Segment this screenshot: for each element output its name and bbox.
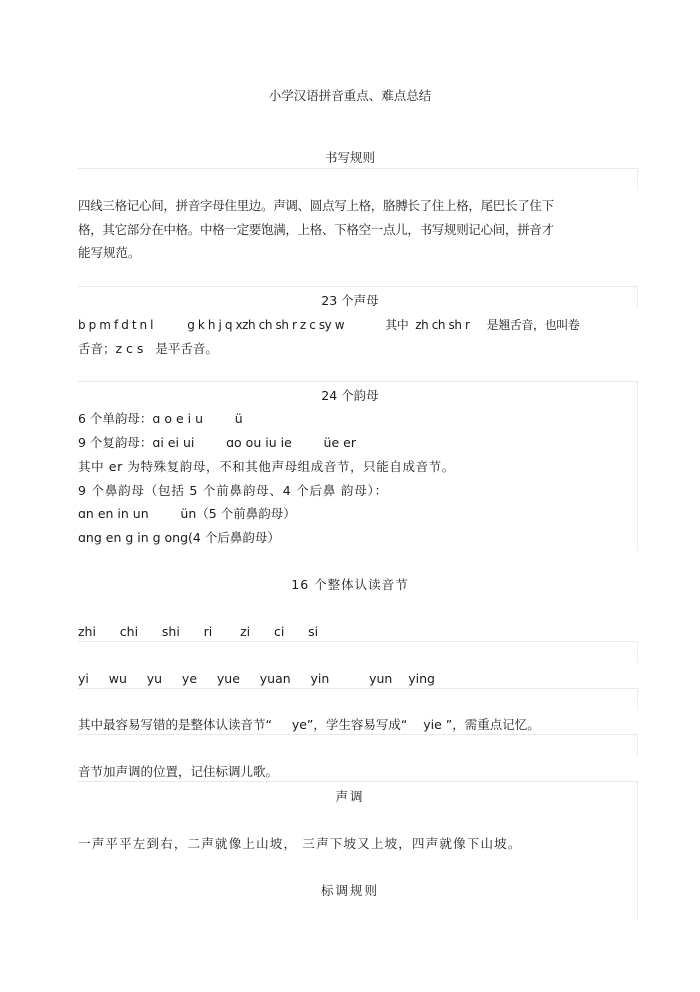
divider <box>78 641 638 642</box>
divider <box>637 734 638 756</box>
divider <box>78 286 638 287</box>
section-heading-initials: 23 个声母 <box>321 293 379 308</box>
initials-line: b p m f d t n l g k h j q xzh ch sh r z c sy w 其中 zh ch sh r 是翘舌音，也叫卷 <box>78 318 580 332</box>
page-title: 小学汉语拼音重点、难点总结 <box>268 88 432 103</box>
writing-rules-line: 能写规范。 <box>78 245 141 260</box>
finals-line: 6 个单韵母：ɑ o e i u ü <box>78 411 243 426</box>
divider <box>78 688 638 689</box>
finals-line: ɑn en in un ün（5 个前鼻韵母） <box>78 506 296 521</box>
divider <box>637 688 638 710</box>
initials-line: 舌音；z c s 是平舌音。 <box>78 341 218 356</box>
syllable-row: yi wu yu ye yue yuan yin yun ying <box>78 671 435 686</box>
writing-rules-line: 格，其它部分在中格。中格一定要饱满，上格、下格空一点儿，书写规则记心间，拼音才 <box>78 222 554 237</box>
syllable-row: zhi chi shi ri zi ci si <box>78 624 319 639</box>
divider <box>78 781 638 782</box>
syllable-note: 其中最容易写错的是整体认读音节“ ye”，学生容易写成“ yie ”，需重点记忆。 <box>78 717 540 732</box>
section-heading-writing-rules: 书写规则 <box>324 150 375 165</box>
divider <box>78 168 638 169</box>
section-heading-tones: 声调 <box>335 789 365 804</box>
section-heading-whole-syllables: 16 个整体认读音节 <box>291 577 409 592</box>
section-heading-finals: 24 个韵母 <box>321 388 379 403</box>
writing-rules-line: 四线三格记心间，拼音字母住里边。声调、圆点写上格，胳膊长了住上格，尾巴长了住下 <box>78 198 554 213</box>
divider <box>637 381 638 551</box>
section-heading-tone-marking: 标调规则 <box>320 883 379 898</box>
divider <box>637 641 638 663</box>
finals-line: 9 个复韵母：ɑi ei ui ɑo ou iu ie üe er <box>78 435 356 450</box>
finals-line: 其中 er 为特殊复韵母，不和其他声母组成音节，只能自成音节。 <box>78 459 455 474</box>
finals-line: 9 个鼻韵母（包括 5 个前鼻韵母、4 个后鼻 韵母）： <box>78 483 388 498</box>
finals-line: ɑng en g in g ong(4 个后鼻韵母） <box>78 530 280 545</box>
divider <box>78 734 638 735</box>
divider <box>78 381 638 382</box>
tone-position-note: 音节加声调的位置，记住标调儿歌。 <box>78 764 279 779</box>
tones-line: 一声平平左到右，二声就像上山坡， 三声下坡又上坡，四声就像下山坡。 <box>78 836 522 851</box>
divider <box>637 168 638 190</box>
